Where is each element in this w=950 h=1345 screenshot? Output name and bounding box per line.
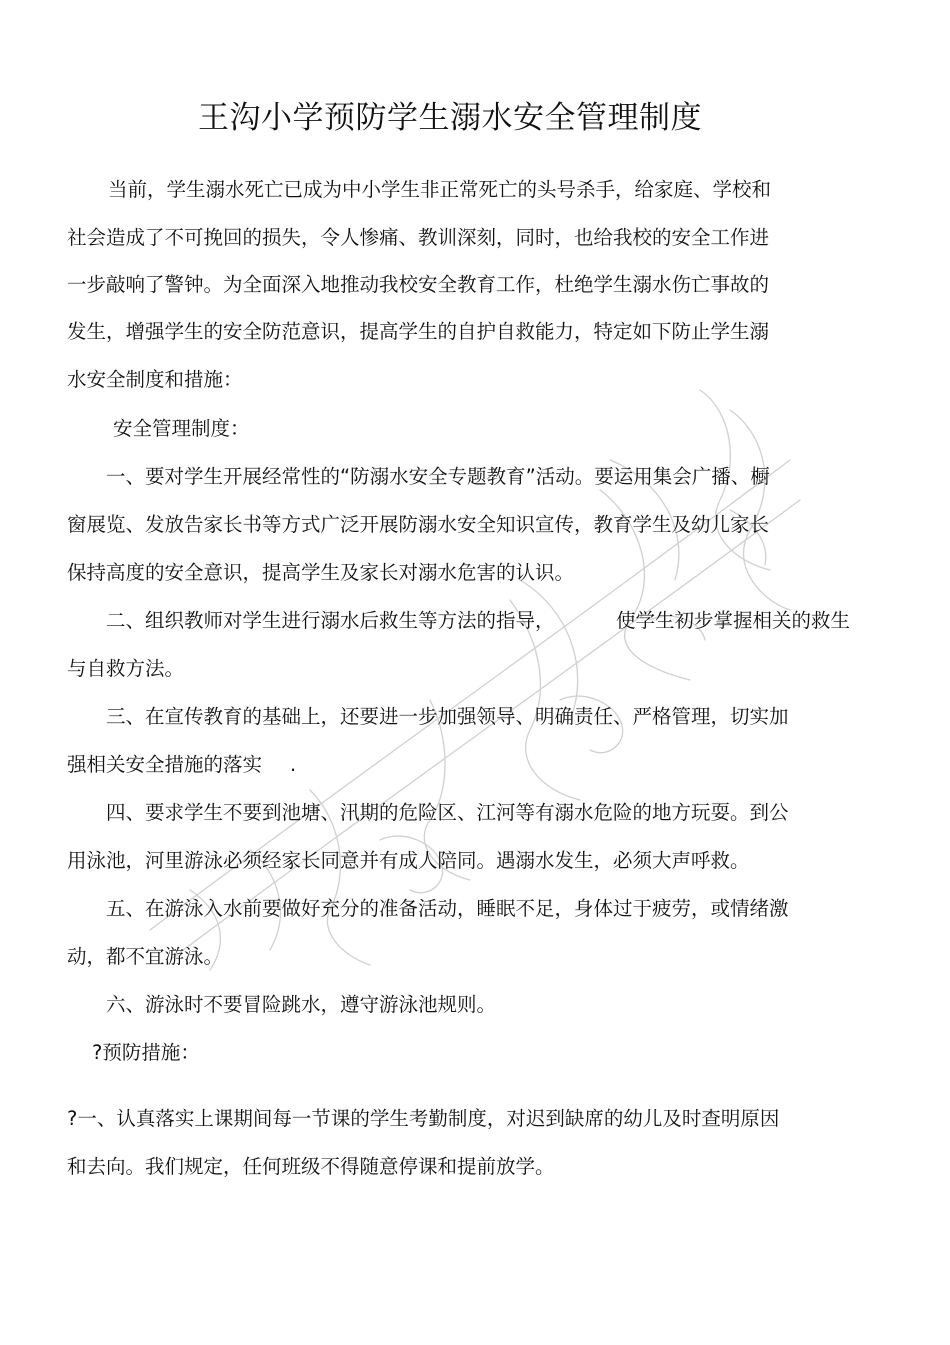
intro-line-5: 水安全制度和措施： xyxy=(67,368,243,391)
rule-line-12: 六、游泳时不要冒险跳水，遵守游泳池规则。 xyxy=(106,993,497,1016)
rule-line-7b: . xyxy=(290,753,297,776)
document-title: 王沟小学预防学生溺水安全管理制度 xyxy=(198,100,702,136)
rule-line-5: 与自救方法。 xyxy=(67,657,185,680)
rule-line-10: 五、在游泳入水前要做好充分的准备活动，睡眠不足，身体过于疲劳，或情绪激 xyxy=(106,897,789,920)
rule-line-9: 用泳池，河里游泳必须经家长同意并有成人陪同。遇溺水发生，必须大声呼救。 xyxy=(67,849,750,872)
section-heading-prevention: ?预防措施： xyxy=(92,1041,200,1064)
rule-line-7a: 强相关安全措施的落实 xyxy=(67,753,263,776)
rule-line-6: 三、在宣传教育的基础上，还要进一步加强领导、明确责任、严格管理，切实加 xyxy=(106,705,789,728)
rule-line-2: 窗展览、发放告家长书等方式广泛开展防溺水安全知识宣传，教育学生及幼儿家长 xyxy=(67,513,770,536)
intro-line-3: 一步敲响了警钟。为全面深入地推动我校安全教育工作，杜绝学生溺水伤亡事故的 xyxy=(67,273,770,296)
measure-line-1: ?一、认真落实上课期间每一节课的学生考勤制度，对迟到缺席的幼儿及时查明原因 xyxy=(67,1107,780,1130)
rule-line-8: 四、要求学生不要到池塘、汛期的危险区、江河等有溺水危险的地方玩耍。到公 xyxy=(106,801,789,824)
intro-line-4: 发生，增强学生的安全防范意识，提高学生的自护自救能力，特定如下防止学生溺 xyxy=(67,320,770,343)
rule-line-11: 动，都不宜游泳。 xyxy=(67,945,224,968)
intro-line-1: 当前，学生溺水死亡已成为中小学生非正常死亡的头号杀手，给家庭、学校和 xyxy=(108,178,772,201)
rule-line-3: 保持高度的安全意识，提高学生及家长对溺水危害的认识。 xyxy=(67,561,575,584)
measure-line-2: 和去向。我们规定，任何班级不得随意停课和提前放学。 xyxy=(67,1155,555,1178)
rule-line-4b: 使学生初步掌握相关的救生 xyxy=(616,609,851,632)
intro-line-2: 社会造成了不可挽回的损失，令人惨痛、教训深刻，同时，也给我校的安全工作进 xyxy=(67,226,770,249)
rule-line-4a: 二、组织教师对学生进行溺水后救生等方法的指导， xyxy=(106,609,555,632)
section-heading-safety-rules: 安全管理制度： xyxy=(113,417,250,440)
rule-line-1: 一、要对学生开展经常性的“防溺水安全专题教育”活动。要运用集会广播、橱 xyxy=(106,465,770,488)
